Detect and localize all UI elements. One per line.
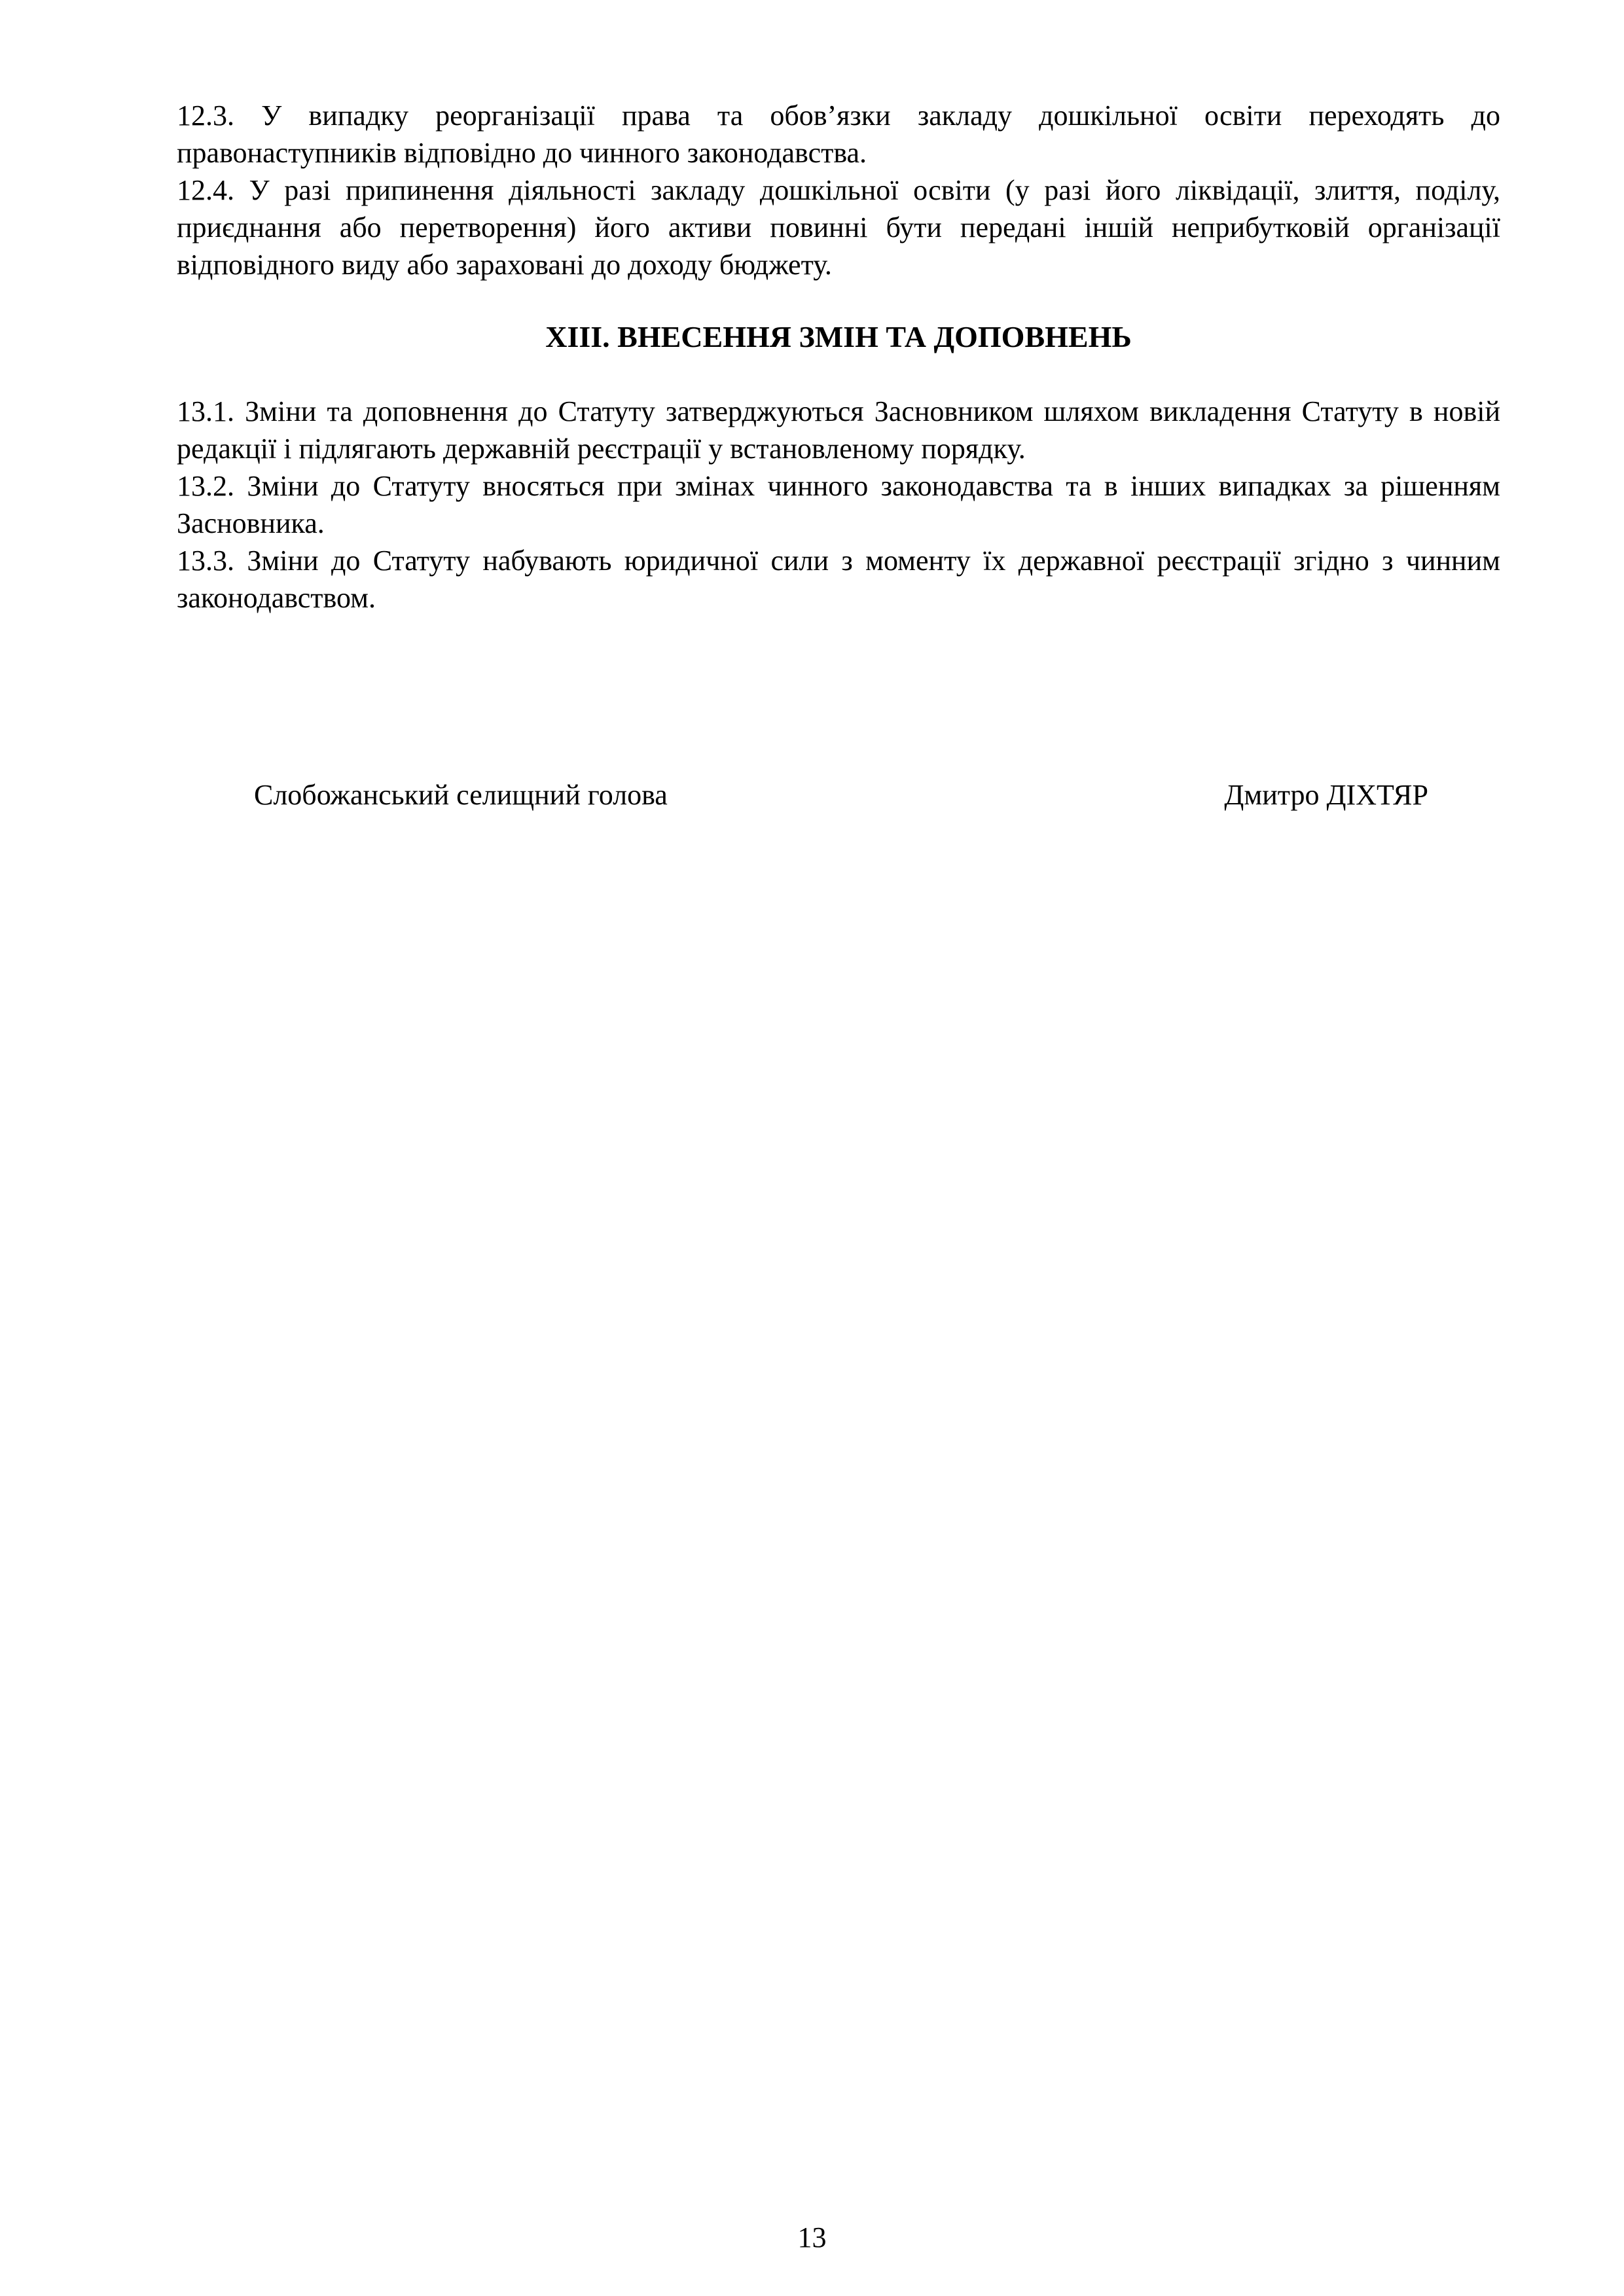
signature-block [177, 776, 1500, 816]
paragraph-12-4: 12.4. У разі припинення діяльності закладу дошкільної освіти (у разі його ліквідації, злиття, поділу, приєднання або перетворення) його активи повинні бути передані іншій неприбутковій організації відповідного виду або зараховані до доходу бюджету. [177, 174, 1500, 281]
paragraph-12-3: 12.3. У випадку реорганізації права та обов’язки закладу дошкільної освіти переходять до правонаступників відповідно до чинного законодавства. [177, 99, 1500, 169]
paragraph-13-1: 13.1. Зміни та доповнення до Статуту затверджуються Засновником шляхом викладення Статуту в новій редакції і підлягають державній реєстрації у встановленому порядку. [177, 395, 1500, 465]
page-number: 13 [797, 2221, 827, 2253]
paragraph-13-3: 13.3. Зміни до Статуту набувають юридичної сили з моменту їх державної реєстрації згідно з чинним законодавством. [177, 545, 1500, 614]
paragraph-13-2: 13.2. Зміни до Статуту вносяться при змінах чинного законодавства та в інших випадках за рішенням Засновника. [177, 470, 1500, 539]
signatory-position: Слобожанський селищний голова [254, 779, 668, 811]
section-13-heading: XIII. ВНЕСЕННЯ ЗМІН ТА ДОПОВНЕНЬ [545, 320, 1132, 353]
section-12-text [177, 97, 1500, 283]
section-13-text [177, 393, 1500, 617]
signatory-name: Дмитро ДІХТЯР [1224, 779, 1428, 811]
